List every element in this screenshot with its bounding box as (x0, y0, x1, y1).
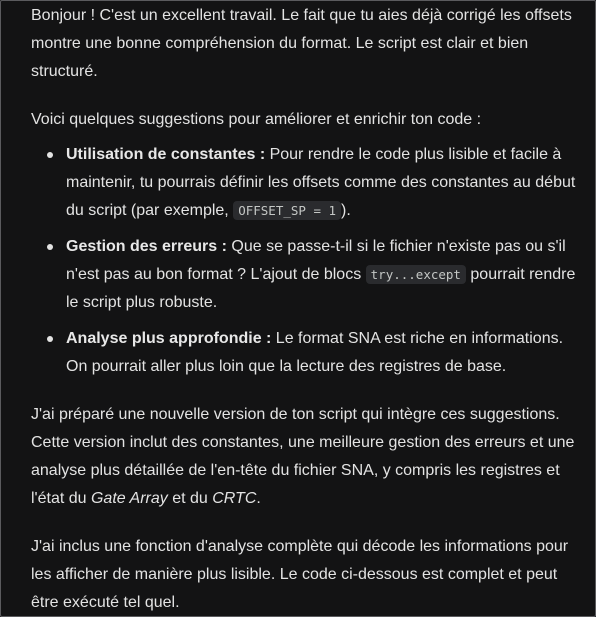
paragraph-text: J'ai préparé une nouvelle version de ton script qui intègre ces suggestions. Cette version inclut des constantes, une meilleure gestion des erreurs et une analyse plus détaillée de l'en-tête du fichier SNA, y compris les registres et l'état du (31, 406, 575, 507)
intro-paragraph: Bonjour ! C'est un excellent travail. Le fait que tu aies déjà corrigé les offsets montre une bonne compréhension du format. Le script est clair et bien structuré. (31, 7, 572, 80)
closing-paragraph: J'ai inclus une fonction d'analyse complète qui décode les informations pour les afficher de manière plus lisible. Le code ci-dessous est complet et peut être exécuté tel quel. (31, 538, 569, 611)
bullet-dot-icon (47, 244, 53, 250)
suggestion-title: Gestion des erreurs : (66, 238, 227, 255)
suggestions-intro: Voici quelques suggestions pour améliorer et enrichir ton code : (31, 111, 482, 128)
crtc-emphasis: CRTC (212, 490, 257, 507)
suggestions-list (31, 141, 577, 381)
suggestion-text: Que se passe-t-il si le fichier n'existe pas ou s'il n'est pas au bon format ? L'ajout de blocs (66, 238, 566, 283)
suggestion-item-constants (31, 141, 577, 225)
suggestion-text: Pour rendre le code plus lisible et facile à maintenir, tu pourrais définir les offsets comme des constantes au début du script (par exemple, (66, 146, 576, 219)
suggestion-item-errors (31, 233, 577, 317)
suggestion-text-end: pourrait rendre le script plus robuste. (66, 266, 576, 311)
suggestion-title: Analyse plus approfondie : (66, 330, 272, 347)
suggestion-text: Le format SNA est riche en informations. On pourrait aller plus loin que la lecture des registres de base. (66, 330, 564, 375)
paragraph-text: et du (167, 490, 213, 507)
suggestion-title: Utilisation de constantes : (66, 146, 266, 163)
inline-code: OFFSET_SP = 1 (233, 201, 341, 220)
bullet-dot-icon (47, 152, 53, 158)
paragraph-text: . (256, 490, 261, 507)
gate-array-emphasis: Gate Array (90, 490, 168, 507)
new-version-paragraph (31, 401, 577, 513)
suggestion-text-end: ). (341, 202, 351, 219)
bullet-dot-icon (47, 336, 53, 342)
suggestion-item-analysis (31, 325, 577, 381)
inline-code: try...except (366, 265, 466, 284)
